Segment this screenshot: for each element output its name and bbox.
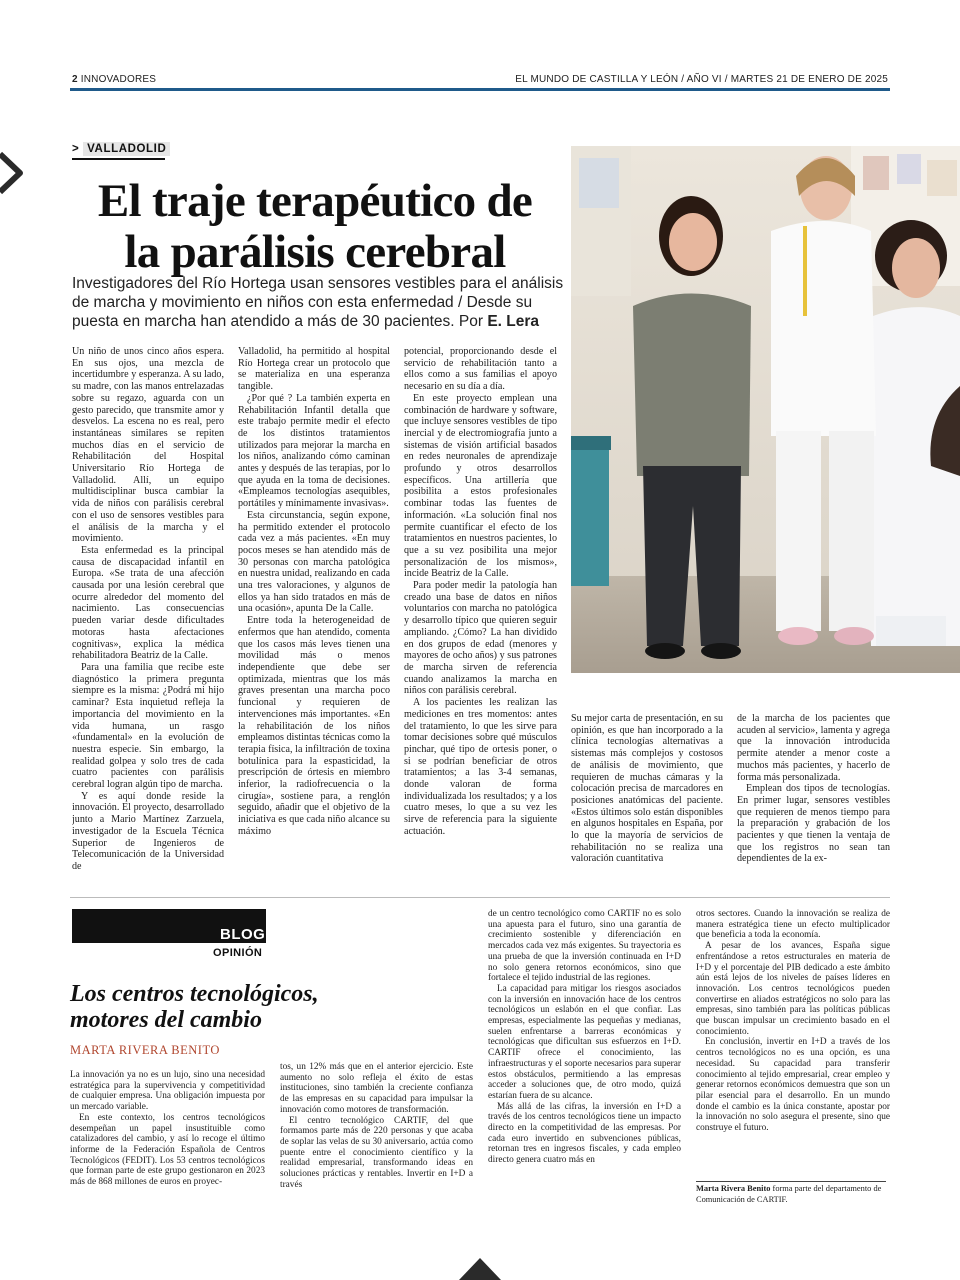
paragraph: potencial, proporcionando desde el servicio de rehabilitación tanto a ellos como a sus familias el apoyo necesario en su día a día. [404,346,557,393]
opinion-column-2 [280,1062,473,1220]
paragraph: Valladolid, ha permitido al hospital Río Hortega crear un protocolo que se materializa en una esperanza tangible. [238,346,390,393]
paragraph: Su mejor carta de presentación, en su opinión, es que han incorporado a la clínica tecnologías alternativas a sistemas más complejos y costosos de análisis de movimiento, que requieren de muchas cámaras y la colocación precisa de marcadores en posiciones anatómicas del paciente. «Estos últimos solo están disponibles en algunos hospitales en España, por lo que la mayoría de servicios de rehabilitación no se realiza una valoración cuantitativa [571,713,723,865]
opinion-separator [70,897,890,898]
paragraph: A los pacientes les realizan las mediciones en tres momentos: antes del tratamiento, lo que les sirve para tomar decisiones sobre qué músculos pinchar, qué tipo de ortesis poner, o si se podrían beneficiar de otros tratamientos; a las 3-4 semanas, donde valoran de forma individualizada los resultados; y a los cuatro meses, lo que a su vez les sirve de referencia para la siguiente actuación. [404,697,557,837]
paragraph: El centro tecnológico CARTIF, del que formamos parte más de 220 personas y que acaba de soplar las velas de su 30 aniversario, actúa como puente entre el conocimiento científico y la realidad empresarial, transformando ideas en soluciones prácticas y rentables. Invertir en I+D a través [280,1115,473,1190]
paragraph: A pesar de los avances, España sigue enfrentándose a retos estructurales en materia de I+D y el porcentaje del PIB dedicado a este ámbito aún está lejos de los niveles de países líderes en innovación. Los centros tecnológicos pueden convertirse en aliados estratégicos no solo para las empresas, sino también para las políticas públicas que buscan impulsar un crecimiento basado en el conocimiento. [696,941,890,1037]
section-arrow: > [72,143,80,155]
opinion-title-line-2: motores del cambio [70,1007,262,1033]
opinion-signature [696,1184,890,1205]
chevron-left-icon[interactable] [0,150,24,196]
opinion-title [70,981,400,1033]
paragraph: ¿Por qué ? La también experta en Rehabilitación Infantil detalla que este trabajo permite medir el efecto de los distintos tratamientos utilizados para mejorar la marcha en los niños, analizando cómo caminan antes y después de las terapias, por lo que ayuda en la toma de decisiones. «Empleamos tecnologías asequibles, portátiles y mínimamente invasivas». [238,392,390,510]
paragraph: Para una familia que recibe este diagnóstico la primera pregunta siempre es la misma: ¿Podrá mi hijo caminar? Esta inquietud refleja la importancia del movimiento en la vida humana, un rasgo «fundamental» en la evolución de nuestra especie. Sin embargo, la realidad golpea y solo tres de cada cuatro pacientes con parálisis cerebral logran algún tipo de marcha. [72,661,224,791]
signature-name: Marta Rivera Benito [696,1184,771,1193]
page-section-name: INNOVADORES [80,74,157,85]
paragraph: Y es aquí donde reside la innovación. El proyecto, desarrollado junto a Mario Martínez Zarzuela, investigador de la Escuela Técnica Superior de Ingenieros de Telecomunicación de la Universidad de [72,790,224,872]
signature-text: forma parte del departamento de Comunicación de CARTIF. [696,1184,882,1204]
article-column-1 [72,346,224,876]
page-folio [72,74,156,85]
section-label [72,143,170,155]
opinion-author: MARTA RIVERA BENITO [70,1043,220,1057]
paragraph: Entre toda la heterogeneidad de enfermos que han atendido, comenta que los casos más leves tienen una movilidad más o menos independiente que debe ser optimizada, mientras que los más graves presentan una marcha poco funcional y requieren de intervenciones más importantes. «En la rehabilitación de los niños empleamos distintas técnicas como la terapia física, la infiltración de toxina botulínica para la espasticidad, la prescripción de órtesis en miembro inferior, la radiofrecuencia o la cirugía», sostiene para, a renglón seguido, añadir que el objetivo de la iniciativa es que cada niño alcance su máximo [238,615,390,837]
paragraph: Emplean dos tipos de tecnologías. En primer lugar, sensores vestibles que requieren de menos tiempo para la preparación y grabación de los pacientes y que tienen la ventaja de que los registros no sean tan dependientes de la ex- [737,783,890,865]
opinion-column-4 [696,909,890,1174]
blog-label: BLOG [220,926,266,943]
paragraph: Para poder medir la patología han creado una base de datos en niños voluntarios con marcha no patológica y desarrollo típico que quieren seguir ampliando. ¿Cómo? La han dividido en dos grupos de edad (menores y mayores de ocho años) y sus patrones de marcha sirven de referencia cuando analizamos la marcha en niños con parálisis cerebral. [404,580,557,697]
paragraph: En este contexto, los centros tecnológicos desempeñan un papel insustituible como catalizadores del cambio, y así lo recoge el último informe de la Federación Española de Centros Tecnológicos (FEDIT). Los 53 centros tecnológicos que forman parte de este grupo gestionaron en 2023 más de 868 millones de euros en proyec- [70,1112,265,1188]
paragraph: otros sectores. Cuando la innovación se realiza de manera estratégica tiene un efecto multiplicador que beneficia a toda la economía. [696,909,890,941]
paragraph: Esta enfermedad es la principal causa de discapacidad infantil en Europa. «Se trata de una afección causada por una lesión cerebral que ocurre alrededor del momento del nacimiento. Las consecuencias pueden variar desde dificultades motoras hasta afectaciones cognitivas», explica la médica rehabilitadora Beatriz de la Calle. [72,544,224,662]
opinion-label: OPINIÓN [213,947,263,959]
section-underline [72,158,165,160]
opinion-column-1 [70,1070,265,1220]
article-headline [60,176,570,278]
paragraph: tos, un 12% más que en el anterior ejercicio. Este aumento no solo refleja el éxito de estas instituciones, sino también la creciente confianza de las empresas en su capacidad para impulsar la innovación como motores de transformación. [280,1062,473,1115]
paragraph: Un niño de unos cinco años espera. En sus ojos, una mezcla de incertidumbre y esperanza. A su lado, su madre, con las manos entrelazadas sobre su regazo, aguarda con un gesto parecido, que transmite amor y desvelos. La escena no es real, pero instantáneas similares se repiten muchos días en el servicio de Rehabilitación del Hospital Universitario Río Hortega de Valladolid. Allí, un equipo multidisciplinar busca cambiar la vida de niños con parálisis cerebral con el uso de sensores vestibles para el análisis de la marcha y el movimiento. [72,346,224,545]
paragraph: La innovación ya no es un lujo, sino una necesidad estratégica para la supervivencia y competitividad de cualquier empresa. Una obligación impuesta por un mercado variable. [70,1070,265,1113]
paragraph: de la marcha de los pacientes que acuden al servicio», lamenta y agrega que la innovación introducida permite atender a menor coste a muchos más pacientes, y hacerlo de forma más personalizada. [737,713,890,783]
header-rule [70,88,890,91]
article-photo [571,146,960,673]
byline: E. Lera [487,313,540,330]
headline-line-2: la parálisis cerebral [124,226,506,278]
publication-line: EL MUNDO DE CASTILLA Y LEÓN / AÑO VI / MARTES 21 DE ENERO DE 2025 [515,74,888,85]
article-column-4 [571,713,723,876]
article-column-3 [404,346,557,876]
headline-line-1: El traje terapéutico de [97,175,533,227]
paragraph: de un centro tecnológico como CARTIF no es solo una apuesta para el futuro, sino una garantía de crecimiento sostenible y diferenciación en mercados cada vez más exigentes. Su trayectoria es una prueba de que la inversión continuada en I+D no solo genera retornos económicos, sino que fortalece el tejido industrial de las regiones. [488,909,681,984]
paragraph: En conclusión, invertir en I+D a través de los centros tecnológicos no es una opción, es una necesidad. Su capacidad para transferir conocimiento al tejido empresarial, crear empleo y generar retornos económicos demuestra que son un pilar esencial para el desarrollo. En un mundo donde el cambio es la única constante, apostar por la innovación no solo asegura el presente, sino que construye el futuro. [696,1037,890,1134]
article-column-2 [238,346,390,876]
paragraph: En este proyecto emplean una combinación de hardware y software, que incluye sensores vestibles de tipo inercial y de electromiografía junto a sistemas de visión artificial basados en redes neuronales de aprendizaje profundo y otros desarrollos específicos. Una artillería que posibilita a estos profesionales combinar todas las fuentes de información. «La solución final nos permite cuantificar el efecto de los tratamientos en nuestros pacientes, lo que a su vez posibilita una mejor personalización de los mismos», incide Beatriz de la Calle. [404,392,557,580]
paragraph: Más allá de las cifras, la inversión en I+D a través de los centros tecnológicos tiene un impacto directo en la competitividad de las empresas. Por cada euro invertido en subvenciones públicas, retornan tres en ingresos fiscales, y cada empleo directo genera cuatro más en [488,1101,681,1166]
clinic-staff-photo [571,146,960,673]
paragraph: La capacidad para mitigar los riesgos asociados con la inversión en innovación hace de los centros tecnológicos un eslabón en el que confiar. Las empresas, especialmente las pequeñas y medianas, suelen enfrentarse a barreras económicas y tecnológicas que dificultan sus esfuerzos en I+D. CARTIF ofrece el conocimiento, las infraestructuras y el soporte necesarios para superar estos obstáculos, permitiendo a las empresas acceder a soluciones que, de otro modo, quizá estarían fuera de su alcance. [488,983,681,1101]
deck-text: Investigadores del Río Hortega usan sensores vestibles para el análisis de marcha y movimiento en niños con esta enfermedad / Desde su puesta en marcha han atendido a más de 30 pacientes. Por [72,275,564,330]
signature-rule [696,1181,886,1182]
opinion-column-3 [488,909,681,1210]
opinion-title-line-1: Los centros tecnológicos, [70,981,319,1007]
chevron-up-icon[interactable] [455,1248,505,1280]
page-number: 2 [72,74,78,85]
paragraph: Esta circunstancia, según expone, ha permitido extender el protocolo cada vez a más pacientes. «En muy pocos meses se han atendido más de 30 personas con marcha patológica en nuestra unidad, realizando en cada una tres valoraciones, y algunos de ellos ya han sido tratados en más de una ocasión», apunta De la Calle. [238,509,390,615]
article-column-5 [737,713,890,876]
article-deck [72,274,570,331]
section-name: VALLADOLID [83,142,170,156]
